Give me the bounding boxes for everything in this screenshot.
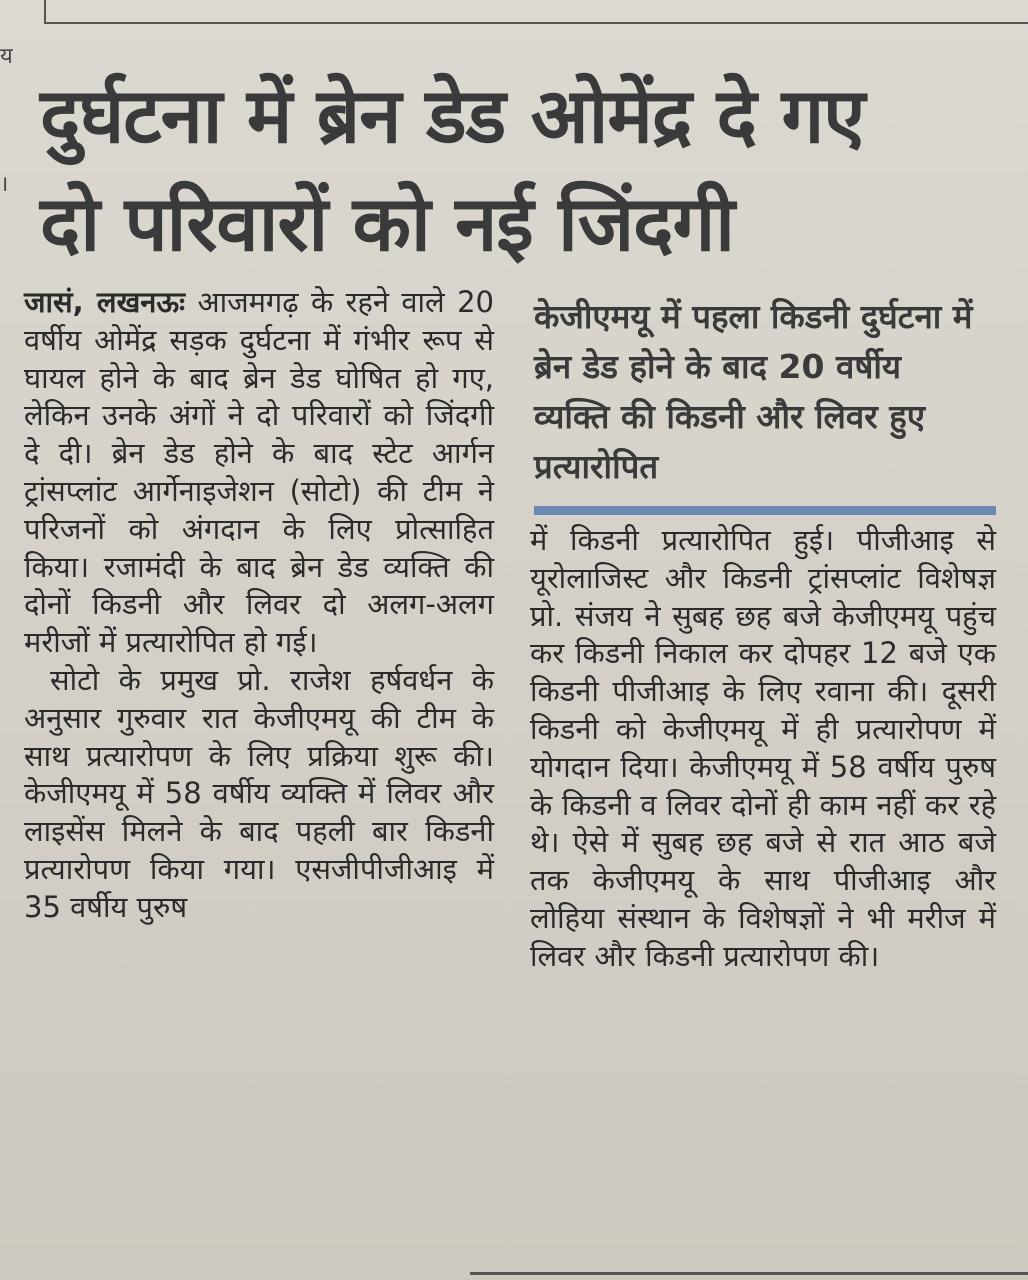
- top-border-box: [44, 0, 1028, 24]
- edge-character: ।: [0, 172, 9, 197]
- paragraph-2: सोटो के प्रमुख प्रो. राजेश हर्षवर्धन के अनुसार गुरुवार रात केजीएमयू की टीम के साथ प्रत्यारोपण के लिए प्रक्रिया शुरू की। केजीएमयू में 58 वर्षीय व्यक्ति में लिवर और लाइसेंस मिलने के बाद पहली बार किडनी प्रत्यारोपण किया गया। एसजीपीजीआइ में 35 वर्षीय पुरुष: [24, 662, 494, 924]
- dateline: जासं, लखनऊः: [24, 285, 186, 319]
- paragraph-3: में किडनी प्रत्यारोपित हुई। पीजीआइ से यूरोलाजिस्ट और किडनी ट्रांसप्लांट विशेषज्ञ प्रो. संजय ने सुबह छह बजे केजीएमयू पहुंच कर किडनी निकाल कर दोपहर 12 बजे एक किडनी पीजीआइ के लिए रवाना की। दूसरी किडनी को केजीएमयू में ही प्रत्यारोपण में योगदान दिया। केजीएमयू में 58 वर्षीय पुरुष के किडनी व लिवर दोनों ही काम नहीं कर रहे थे। ऐसे में सुबह छह बजे से रात आठ बजे तक केजीएमयू के साथ पीजीआइ और लोहिया संस्थान के विशेषज्ञों ने भी मरीज में लिवर और किडनी प्रत्यारोपण की।: [530, 523, 996, 973]
- paragraph-1: [24, 284, 494, 662]
- edge-character: य: [0, 44, 13, 69]
- headline-line-1: दुर्घटना में ब्रेन डेड ओमेंद्र दे गए: [40, 71, 865, 160]
- paragraph-1-text: आजमगढ़ के रहने वाले 20 वर्षीय ओमेंद्र सड़क दुर्घटना में गंभीर रूप से घायल होने के बाद ब्रेन डेड घोषित हो गए, लेकिन उनके अंगों ने दो परिवारों को जिंदगी दे दी। ब्रेन डेड होने के बाद स्टेट आर्गन ट्रांसप्लांट आर्गेनाइजेशन (सोटो) की टीम ने परिजनों को अंगदान के लिए प्रोत्साहित किया। रजामंदी के बाद ब्रेन डेड व्यक्ति की दोनों किडनी और लिवर दो अलग-अलग मरीजों में प्रत्यारोपित हो गई।: [24, 285, 494, 660]
- bottom-rule: [470, 1272, 1028, 1275]
- deck-subheading: केजीएमयू में पहला किडनी दुर्घटना में ब्रेन डेड होने के बाद 20 वर्षीय व्यक्ति की किडनी और लिवर हुए प्रत्यारोपित: [534, 297, 973, 486]
- headline-line-2: दो परिवारों को नई जिंदगी: [40, 179, 734, 268]
- left-column: [24, 284, 494, 927]
- deck-divider-rule: [534, 506, 996, 515]
- right-column: [530, 522, 996, 976]
- headline: [40, 62, 1000, 278]
